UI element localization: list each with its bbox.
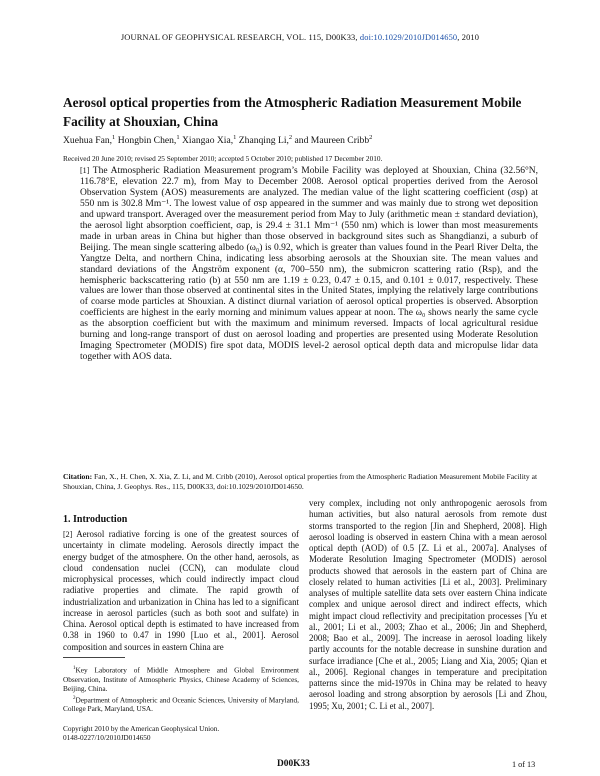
citation-text: Fan, X., H. Chen, X. Xia, Z. Li, and M. Cribb (2010), Aerosol optical properties from the Atmospheric Radiation Measurement Mobile Facility at Shouxian, China, J. Geophys. Res., 115, D00K33, doi:10.1029/2010JD014650.	[63, 472, 538, 492]
author-name: and Maureen Cribb	[294, 135, 370, 147]
footnote-mark: 2	[73, 695, 76, 701]
journal-info: JOURNAL OF GEOPHYSICAL RESEARCH, VOL. 115, D00K33,	[120, 33, 358, 42]
paragraph-number: [2]	[63, 530, 73, 539]
article-title: Aerosol optical properties from the Atmospheric Radiation Measurement Mobile Facility at Shouxian, China	[63, 95, 522, 129]
page-number: 1 of 13	[512, 760, 536, 769]
affiliation-mark: 2	[288, 134, 293, 141]
paragraph-number: [1]	[80, 166, 90, 175]
issn-line: 0148-0227/10/2010JD014650	[63, 733, 151, 743]
citation-block	[63, 472, 541, 493]
affiliation-mark: 1	[233, 134, 237, 141]
affiliation-mark: 1	[112, 134, 116, 141]
running-header	[0, 33, 600, 42]
footnote-2: Department of Atmospheric and Oceanic Sciences, University of Maryland, College Park, Maryland, USA.	[63, 695, 299, 714]
body-text: Aerosol radiative forcing is one of the greatest sources of uncertainty in climate modeling. Aerosols directly impact the energy budget of the atmosphere. On the other hand, aerosols, as cloud condensation nuclei (CCN), can modulate cloud microphysical processes, which could indirectly impact cloud radiative properties and climate. The rapid growth of industrialization and urbanization in China has led to a significant increase in aerosol particles (such as both soot and sulfate) in China. Aerosol optical depth is estimated to have increased from 0.38 in 1960 to 0.47 in 1990 [Luo et al., 2001]. Aerosol composition and sources in eastern China are	[63, 529, 299, 652]
footnote-divider	[63, 657, 125, 658]
footnote-mark: 1	[73, 666, 76, 671]
footnote-1: Key Laboratory of Middle Atmosphere and Global Environment Observation, Institute of Atmospheric Physics, Chinese Academy of Sciences, Beijing, China.	[63, 665, 299, 693]
section-heading: 1. Introduction	[63, 514, 128, 525]
publication-dates: Received 20 June 2010; revised 25 September 2010; accepted 5 October 2010; published 17 December 2010.	[63, 154, 383, 163]
author-name: Xiangao Xia,	[181, 135, 234, 147]
header-year: , 2010	[457, 33, 480, 42]
abstract-text: The Atmospheric Radiation Measurement program’s Mobile Facility was deployed at Shouxian, China (32.56°N, 116.78°E, elevation 22.7 m), from May to December 2008. Aerosol optical properties derived from the Aerosol Observation System (AOS) measurements are analyzed. The median value of the light scattering coefficient (σsp) at 550 nm is 302.8 Mm⁻¹. The lowest value of σsp appeared in the summer and was mainly due to strong wet deposition and upward transport. Averaged over the measurement period from May to July (arithmetic mean ± standard deviation), the aerosol light absorption coefficient, σap, is 29.4 ± 31.1 Mm⁻¹ (550 nm) which is lower than most measurements made in urban areas in China but higher than those observed in background sites such as Shangdianzi, a suburb of Beijing. The mean single scattering albedo (ω₀) is 0.92, which is greater than values found in the Pearl River Delta, the Yangtze Delta, and northern China, indicating less absorbing aerosols at the Shouxian site. The mean values and standard deviations of the Ångström exponent (α, 700–550 nm), the submicron scattering ratio (Rsp), and the hemispheric backscattering ratio (b) at 550 nm are 1.19 ± 0.23, 0.47 ± 0.15, and 0.101 ± 0.017, respectively. These values are lower than those observed at continental sites in the United States, implying the relatively large contributions of coarse mode particles at Shouxian. A distinct diurnal variation of aerosol optical properties is observed. Absorption coefficients are highest in the early morning and minimum values appear at noon. The ω₀ shows nearly the same cycle as the absorption coefficient but with the maximum and minimum reversed. Impacts of local agricultural residue burning and long-range transport of dust on aerosol loading and properties are presented using Moderate Resolution Imaging Spectrometer (MODIS) fire spot data, MODIS level-2 aerosol optical depth data and micropulse lidar data together with AOS data.	[80, 166, 538, 363]
author-name: Zhanqing Li,	[238, 135, 289, 147]
citation-label: Citation:	[63, 472, 93, 481]
author-name: Hongbin Chen,	[117, 135, 177, 147]
author-list	[63, 134, 543, 146]
affiliation-mark: 2	[369, 134, 373, 141]
doi-link[interactable]: doi:10.1029/2010JD014650	[359, 33, 458, 42]
footnotes	[63, 664, 299, 714]
body-text: very complex, including not only anthropogenic aerosols from human activities, but also natural aerosols from remote dust storms transported to the region [Jin and Shepherd, 2008]. High aerosol loading is observed in eastern China with a mean aerosol optical depth (AOD) of 0.5 [Z. Li et al., 2007a]. Analyses of Moderate Resolution Imaging Spectrometer (MODIS) aerosol products showed that aerosols in the eastern part of China are closely related to human activities [Li et al., 2003]. Preliminary analyses of multiple satellite data sets over eastern China indicate complex and unique aerosol direct and indirect effects, which might impact cloud reflectivity and precipitation processes [Yu et al., 2001; Li et al., 2003; Zhao et al., 2006; Jin and Shepherd, 2008; Bao et al., 2009]. The increase in aerosol loading likely partly accounts for the notable decrease in sunshine duration and surface irradiance [Che et al., 2005; Liang and Xia, 2005; Qian et al., 2006]. Regional changes in temperature and precipitation patterns since the mid-1970s in China may be related to heavy aerosol loading and strong absorption by aerosols [Li and Zhou, 1995; Xu, 2001; C. Li et al., 2007].	[309, 498, 547, 711]
body-column-right	[309, 498, 547, 712]
copyright-line: Copyright 2010 by the American Geophysical Union.	[63, 724, 220, 733]
page-id: D00K33	[277, 759, 310, 769]
author-name: Xuehua Fan,	[63, 135, 113, 147]
body-column-left	[63, 529, 299, 653]
copyright-block	[63, 724, 303, 742]
abstract	[80, 166, 538, 363]
affiliation-mark: 1	[176, 134, 180, 141]
